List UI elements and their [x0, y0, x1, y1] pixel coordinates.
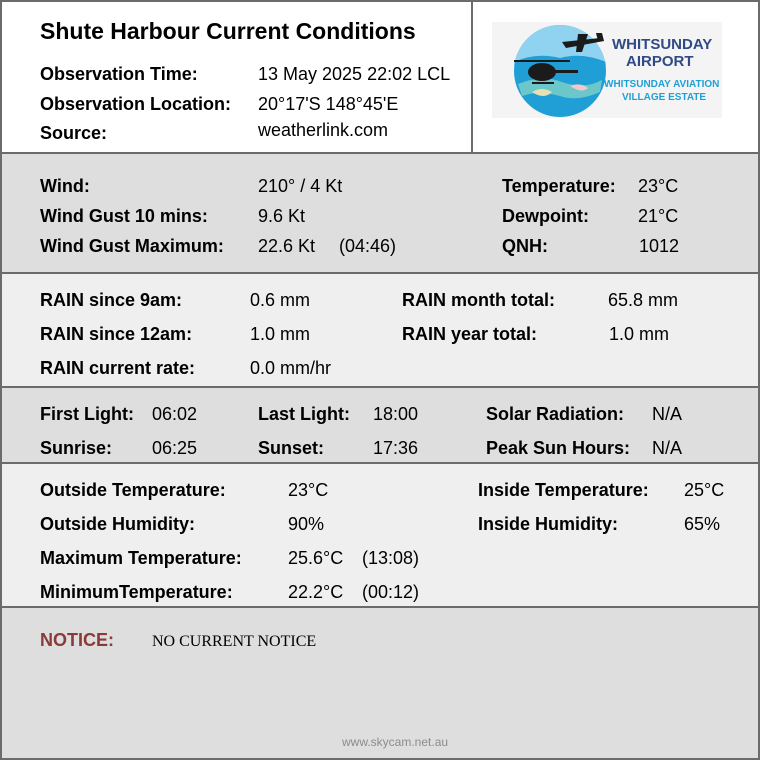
first-light-label: First Light: — [40, 404, 134, 424]
last-light-value: 18:00 — [373, 404, 419, 424]
temperature-value: 23°C — [638, 176, 679, 196]
wind-gust-10-label: Wind Gust 10 mins: — [40, 206, 208, 226]
minimum-temperature-label: MinimumTemperature: — [40, 582, 233, 602]
dewpoint-label: Dewpoint: — [502, 206, 589, 226]
rain-month-total-value: 65.8 mm — [608, 290, 679, 310]
first-light-value: 06:02 — [152, 404, 198, 424]
temperature-section — [2, 464, 758, 606]
rain-month-total-label: RAIN month total: — [402, 290, 555, 310]
last-light-label: Last Light: — [258, 404, 350, 424]
solar-radiation-value: N/A — [652, 404, 683, 424]
wind-gust-max-value: 22.6 Kt — [258, 236, 316, 256]
rain-since-9am-label: RAIN since 9am: — [40, 290, 183, 310]
logo-line-1: WHITSUNDAY — [612, 36, 713, 53]
rain-since-12am-value: 1.0 mm — [250, 324, 311, 344]
inside-temperature-label: Inside Temperature: — [478, 480, 649, 500]
minimum-temperature-value: 22.2°C — [288, 582, 344, 602]
whitsunday-airport-logo — [492, 22, 722, 118]
observation-location-value: 20°17'S 148°45'E — [258, 94, 399, 114]
wind-section — [2, 154, 758, 272]
outside-humidity-value: 90% — [288, 514, 325, 534]
rain-year-total-value: 1.0 mm — [609, 324, 670, 344]
observation-time-value: 13 May 2025 22:02 LCL — [258, 64, 451, 84]
source-value: weatherlink.com — [258, 120, 389, 140]
notice-label: NOTICE: — [40, 630, 114, 650]
maximum-temperature-label: Maximum Temperature: — [40, 548, 242, 568]
maximum-temperature-time: (13:08) — [362, 548, 420, 568]
outside-temperature-value: 23°C — [288, 480, 329, 500]
minimum-temperature-time: (00:12) — [362, 582, 420, 602]
inside-temperature-value: 25°C — [684, 480, 725, 500]
source-label: Source: — [40, 123, 108, 143]
wind-gust-max-time: (04:46) — [339, 236, 397, 256]
inside-humidity-value: 65% — [684, 514, 721, 534]
temperature-label: Temperature: — [502, 176, 616, 196]
peak-sun-hours-label: Peak Sun Hours: — [486, 438, 631, 458]
sunset-value: 17:36 — [373, 438, 419, 458]
inside-humidity-label: Inside Humidity: — [478, 514, 619, 534]
outside-temperature-label: Outside Temperature: — [40, 480, 226, 500]
dewpoint-value: 21°C — [638, 206, 679, 226]
rain-since-9am-value: 0.6 mm — [250, 290, 311, 310]
sunset-label: Sunset: — [258, 438, 325, 458]
notice-text: NO CURRENT NOTICE — [152, 633, 317, 650]
sunrise-label: Sunrise: — [40, 438, 113, 458]
observation-location-label: Observation Location: — [40, 94, 232, 114]
outside-humidity-label: Outside Humidity: — [40, 514, 196, 534]
wind-gust-10-value: 9.6 Kt — [258, 206, 306, 226]
footer-link[interactable]: www.skycam.net.au — [342, 735, 449, 749]
maximum-temperature-value: 25.6°C — [288, 548, 344, 568]
peak-sun-hours-value: N/A — [652, 438, 683, 458]
logo-line-2: AIRPORT — [626, 53, 694, 70]
sun-section — [2, 388, 758, 462]
observation-time-label: Observation Time: — [40, 64, 198, 84]
rain-section — [2, 274, 758, 386]
wind-label: Wind: — [40, 176, 90, 196]
wind-value: 210° / 4 Kt — [258, 176, 343, 196]
header-divider — [471, 2, 473, 152]
qnh-value: 1012 — [639, 236, 680, 256]
logo-line-3: WHITSUNDAY AVIATION — [604, 79, 720, 90]
solar-radiation-label: Solar Radiation: — [486, 404, 625, 424]
rain-since-12am-label: RAIN since 12am: — [40, 324, 193, 344]
page-title: Shute Harbour Current Conditions — [40, 18, 416, 44]
rain-year-total-label: RAIN year total: — [402, 324, 538, 344]
sunrise-value: 06:25 — [152, 438, 198, 458]
wind-gust-max-label: Wind Gust Maximum: — [40, 236, 224, 256]
rain-current-rate-value: 0.0 mm/hr — [250, 358, 332, 378]
notice-section — [2, 608, 758, 758]
logo-line-4: VILLAGE ESTATE — [622, 92, 707, 103]
rain-current-rate-label: RAIN current rate: — [40, 358, 196, 378]
qnh-label: QNH: — [502, 236, 548, 256]
